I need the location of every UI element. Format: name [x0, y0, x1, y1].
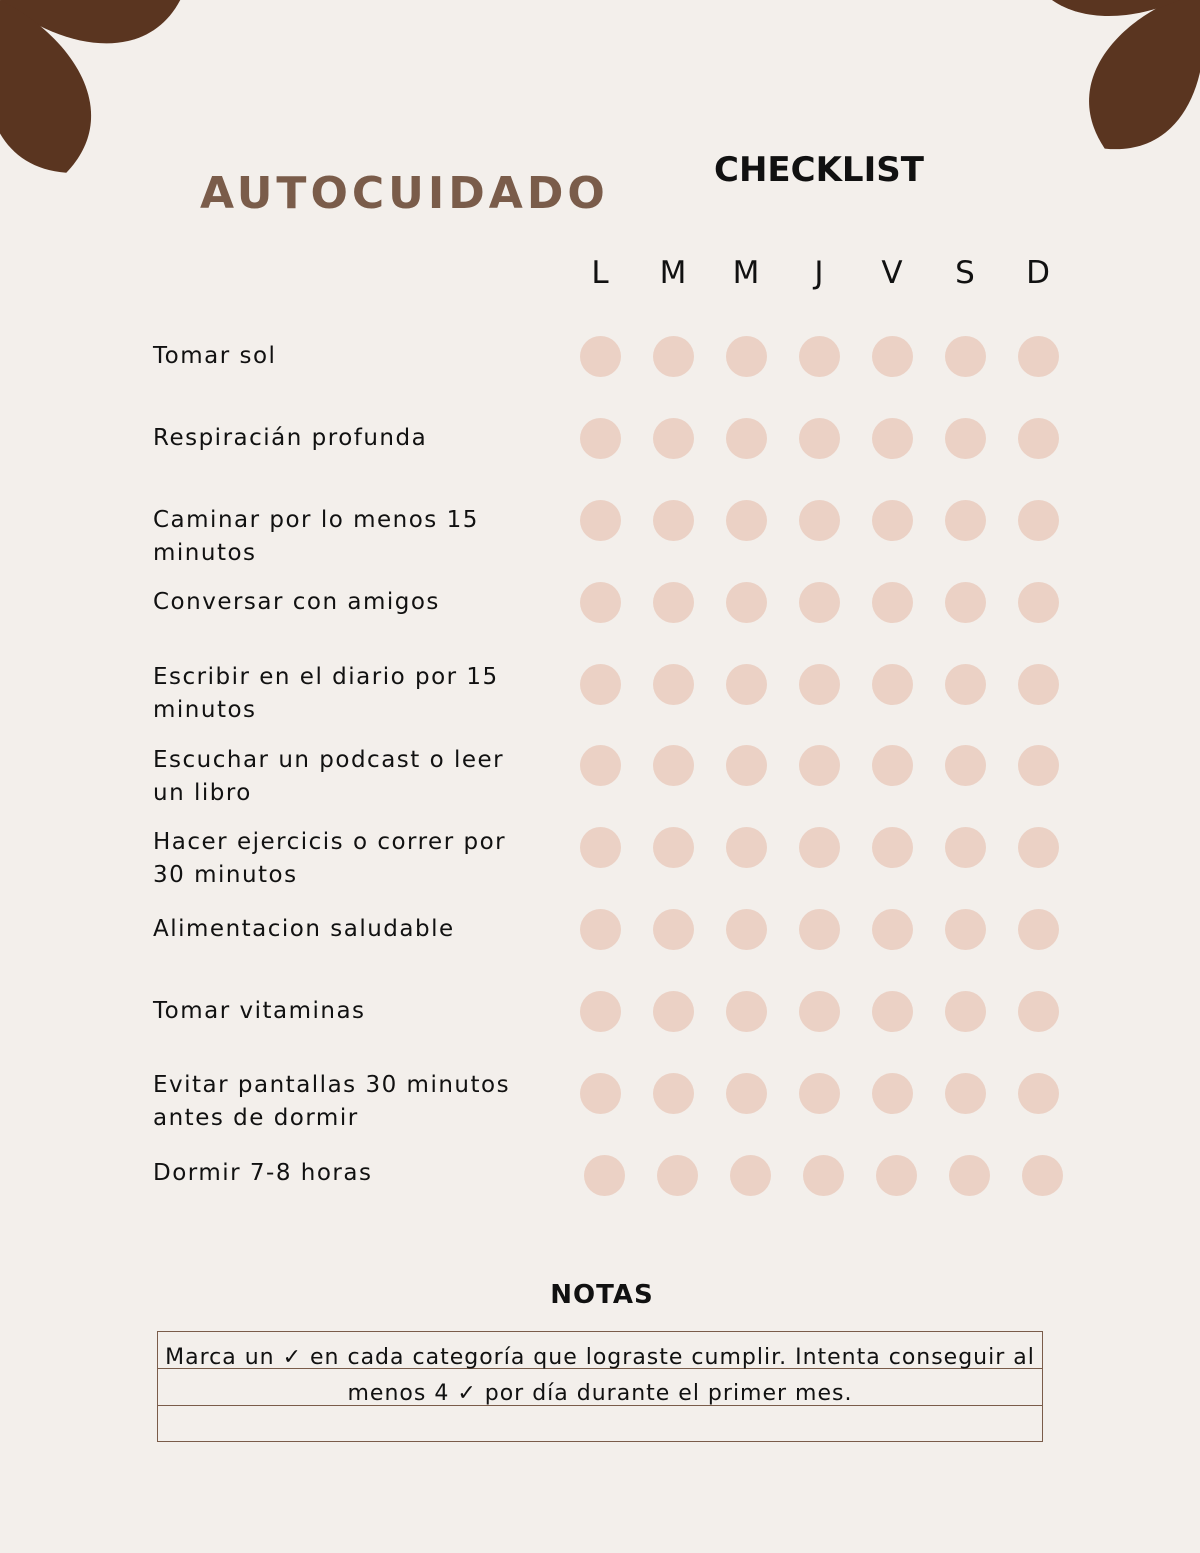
checkbox-tuesday[interactable] [653, 336, 694, 377]
checkbox-wednesday[interactable] [726, 1073, 767, 1114]
day-label-tuesday: M [659, 255, 687, 291]
flower-icon [1000, 0, 1200, 190]
checkbox-friday[interactable] [876, 1155, 917, 1196]
checkbox-friday[interactable] [872, 991, 913, 1032]
checkbox-tuesday[interactable] [653, 582, 694, 623]
task-label: Conversar con amigos [153, 589, 440, 615]
checkbox-monday[interactable] [580, 582, 621, 623]
task-label: Respiracián profunda [153, 425, 428, 451]
checkbox-tuesday[interactable] [653, 418, 694, 459]
checkbox-tuesday[interactable] [653, 664, 694, 705]
page-title: AUTOCUIDADO [200, 168, 609, 219]
checkbox-wednesday[interactable] [726, 827, 767, 868]
checkbox-saturday[interactable] [945, 664, 986, 705]
checkbox-wednesday[interactable] [730, 1155, 771, 1196]
task-label: Caminar por lo menos 15 minutos [153, 507, 479, 566]
checkbox-saturday[interactable] [945, 582, 986, 623]
checkbox-friday[interactable] [872, 582, 913, 623]
checkbox-monday[interactable] [580, 827, 621, 868]
checkbox-wednesday[interactable] [726, 582, 767, 623]
notes-box[interactable] [157, 1331, 1043, 1442]
checkbox-monday[interactable] [580, 1073, 621, 1114]
checkbox-wednesday[interactable] [726, 991, 767, 1032]
checkbox-sunday[interactable] [1018, 582, 1059, 623]
checkbox-tuesday[interactable] [653, 827, 694, 868]
checkbox-sunday[interactable] [1018, 336, 1059, 377]
checkbox-saturday[interactable] [949, 1155, 990, 1196]
checkbox-sunday[interactable] [1018, 991, 1059, 1032]
checkbox-sunday[interactable] [1018, 418, 1059, 459]
task-label: Alimentacion saludable [153, 916, 455, 942]
checkbox-wednesday[interactable] [726, 500, 767, 541]
checkbox-sunday[interactable] [1018, 909, 1059, 950]
checkbox-tuesday[interactable] [653, 991, 694, 1032]
checkbox-thursday[interactable] [799, 500, 840, 541]
checkbox-monday[interactable] [580, 500, 621, 541]
checkbox-tuesday[interactable] [653, 1073, 694, 1114]
day-label-friday: V [881, 255, 903, 291]
checkbox-thursday[interactable] [803, 1155, 844, 1196]
checkbox-wednesday[interactable] [726, 664, 767, 705]
checkbox-thursday[interactable] [799, 827, 840, 868]
checkbox-friday[interactable] [872, 1073, 913, 1114]
task-label: Hacer ejercicis o correr por 30 minutos [153, 829, 507, 888]
checkbox-saturday[interactable] [945, 991, 986, 1032]
checkbox-wednesday[interactable] [726, 418, 767, 459]
checkbox-saturday[interactable] [945, 909, 986, 950]
checkbox-friday[interactable] [872, 500, 913, 541]
day-label-sunday: D [1026, 255, 1050, 291]
checkbox-tuesday[interactable] [653, 745, 694, 786]
checkbox-sunday[interactable] [1018, 827, 1059, 868]
checkbox-tuesday[interactable] [653, 909, 694, 950]
flower-icon [0, 0, 200, 200]
checkbox-friday[interactable] [872, 664, 913, 705]
day-label-monday: L [591, 255, 609, 291]
checkbox-monday[interactable] [580, 418, 621, 459]
checkbox-thursday[interactable] [799, 991, 840, 1032]
checkbox-saturday[interactable] [945, 745, 986, 786]
checkbox-saturday[interactable] [945, 827, 986, 868]
task-label: Escuchar un podcast o leer un libro [153, 747, 505, 806]
task-label: Dormir 7-8 horas [153, 1160, 373, 1186]
checkbox-thursday[interactable] [799, 1073, 840, 1114]
checkbox-monday[interactable] [580, 909, 621, 950]
checkbox-sunday[interactable] [1022, 1155, 1063, 1196]
checkbox-saturday[interactable] [945, 1073, 986, 1114]
day-label-wednesday: M [732, 255, 760, 291]
task-label: Tomar vitaminas [153, 998, 366, 1024]
day-label-saturday: S [955, 255, 975, 291]
checkbox-friday[interactable] [872, 418, 913, 459]
day-label-thursday: J [814, 255, 824, 291]
notes-title: NOTAS [550, 1280, 654, 1310]
task-label: Escribir en el diario por 15 minutos [153, 664, 499, 723]
checkbox-friday[interactable] [872, 336, 913, 377]
checkbox-friday[interactable] [872, 909, 913, 950]
task-label: Evitar pantallas 30 minutos antes de dormir [153, 1072, 511, 1131]
checkbox-tuesday[interactable] [657, 1155, 698, 1196]
checkbox-sunday[interactable] [1018, 1073, 1059, 1114]
checkbox-tuesday[interactable] [653, 500, 694, 541]
checkbox-monday[interactable] [580, 664, 621, 705]
checkbox-thursday[interactable] [799, 336, 840, 377]
checkbox-thursday[interactable] [799, 909, 840, 950]
checkbox-monday[interactable] [580, 336, 621, 377]
checkbox-thursday[interactable] [799, 745, 840, 786]
checkbox-monday[interactable] [584, 1155, 625, 1196]
weekday-header [564, 255, 1112, 295]
checkbox-monday[interactable] [580, 745, 621, 786]
checkbox-sunday[interactable] [1018, 500, 1059, 541]
checkbox-saturday[interactable] [945, 336, 986, 377]
checkbox-sunday[interactable] [1018, 664, 1059, 705]
checkbox-wednesday[interactable] [726, 745, 767, 786]
checkbox-thursday[interactable] [799, 418, 840, 459]
checkbox-monday[interactable] [580, 991, 621, 1032]
checkbox-thursday[interactable] [799, 664, 840, 705]
checkbox-saturday[interactable] [945, 418, 986, 459]
checkbox-sunday[interactable] [1018, 745, 1059, 786]
checkbox-wednesday[interactable] [726, 336, 767, 377]
checkbox-wednesday[interactable] [726, 909, 767, 950]
page-subtitle: CHECKLIST [714, 150, 924, 190]
checkbox-friday[interactable] [872, 745, 913, 786]
notes-text: Marca un ✓ en cada categoría que lograste cumplir. Intenta conseguir al menos 4 ✓ por día durante el primer mes. [165, 1345, 1035, 1406]
checkbox-thursday[interactable] [799, 582, 840, 623]
checkbox-friday[interactable] [872, 827, 913, 868]
checkbox-saturday[interactable] [945, 500, 986, 541]
task-label: Tomar sol [153, 343, 277, 369]
